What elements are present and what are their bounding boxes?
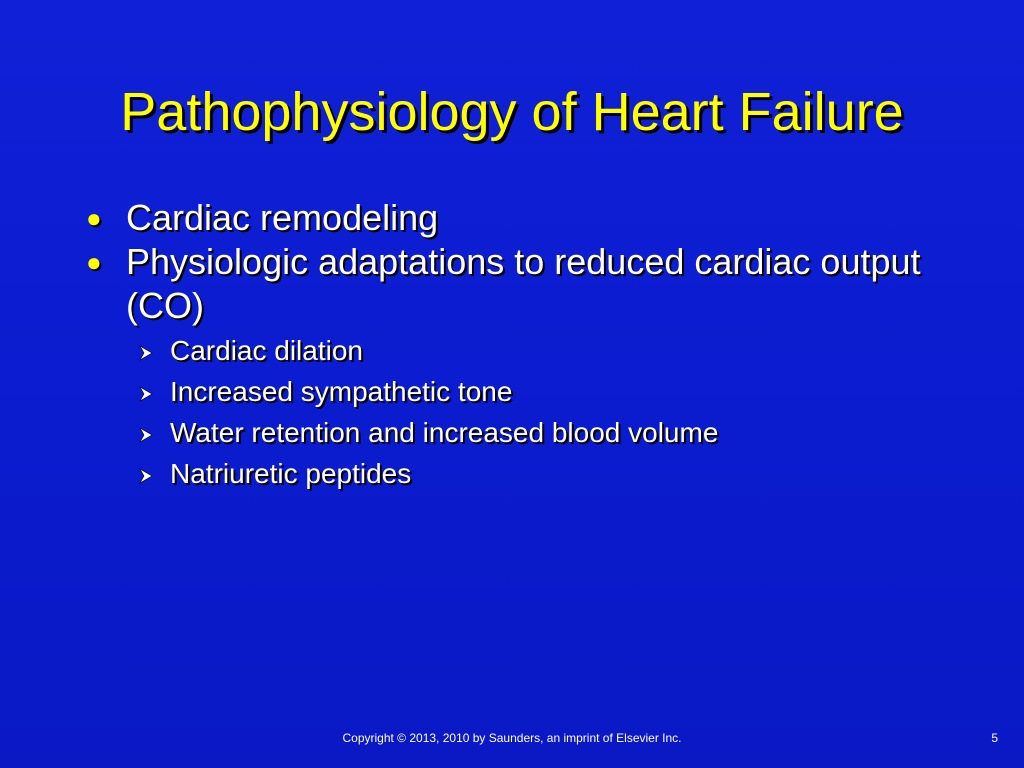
slide-title: Pathophysiology of Heart Failure (120, 82, 904, 142)
arrowhead-icon (138, 330, 162, 371)
arrowhead-icon (138, 412, 162, 453)
filled-circle-icon: ● (86, 247, 102, 277)
sub-bullet-text: Water retention and increased blood volume (170, 417, 719, 448)
sub-bullet-item (136, 330, 944, 371)
filled-circle-icon: ● (86, 203, 102, 233)
bullet-item (84, 240, 944, 328)
sub-bullet-list (84, 330, 944, 494)
sub-bullet-text: Cardiac dilation (170, 335, 363, 366)
bullet-text: Cardiac remodeling (126, 197, 439, 238)
arrowhead-icon (138, 371, 162, 412)
arrowhead-icon (138, 453, 162, 494)
sub-bullet-item (136, 371, 944, 412)
sub-bullet-item (136, 453, 944, 494)
sub-bullet-text: Increased sympathetic tone (170, 376, 513, 407)
sub-bullet-text: Natriuretic peptides (170, 458, 412, 489)
bullet-item (84, 196, 944, 240)
page-number: 5 (991, 731, 998, 745)
sub-bullet-item (136, 412, 944, 453)
copyright-footer: Copyright © 2013, 2010 by Saunders, an imprint of Elsevier Inc. (342, 731, 682, 745)
bullet-list (84, 196, 944, 494)
bullet-text: Physiologic adaptations to reduced cardiac output (CO) (126, 241, 921, 326)
